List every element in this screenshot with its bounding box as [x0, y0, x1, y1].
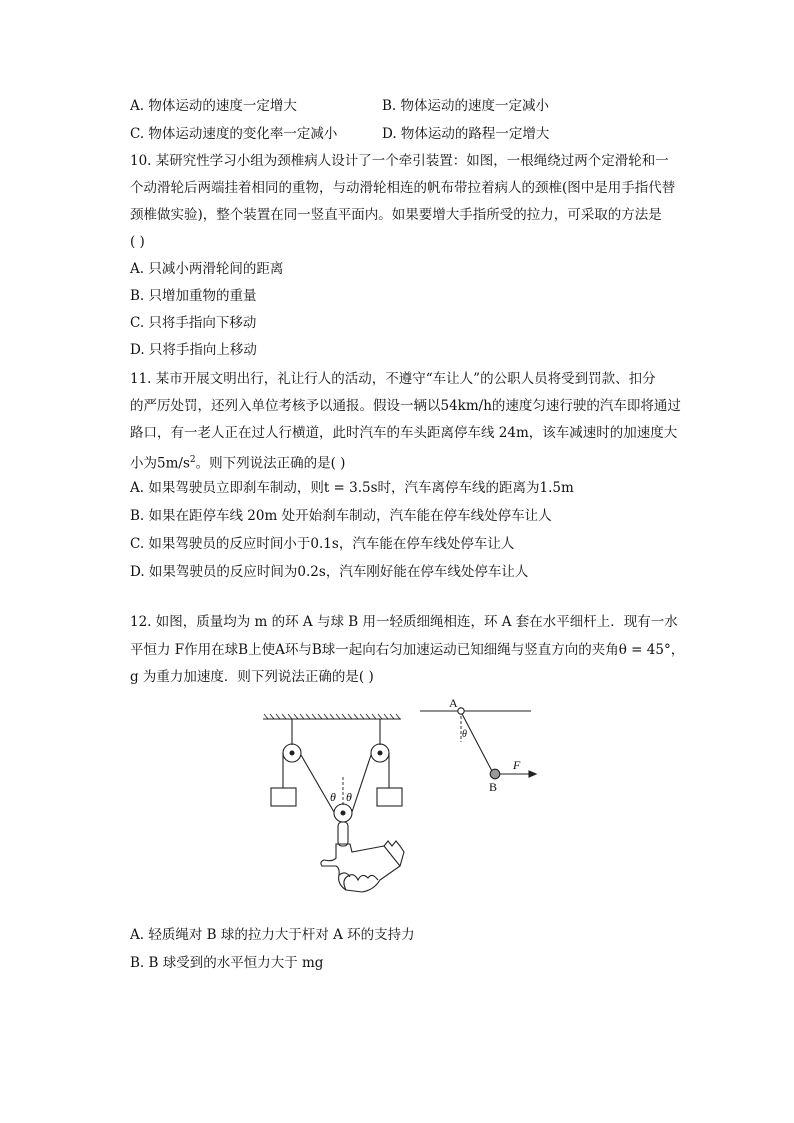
q10-text-line-3: 颈椎做实验)，整个装置在同一竖直平面内。如果要增大手指所受的拉力，可采取的方法是	[130, 207, 662, 223]
q11-text-line-1: 11. 某市开展文明出行，礼让行人的活动，不遵守“车让人”的公职人员将受到罚款、扣分	[130, 371, 656, 387]
ring-a	[458, 708, 464, 714]
left-weight	[271, 788, 296, 806]
q10-option-b: B. 只增加重物的重量	[130, 288, 257, 304]
ring-a-label: A	[449, 696, 458, 710]
movable-pulley-axle	[341, 811, 345, 815]
force-arrow-head	[529, 771, 536, 777]
q12-text-line-1: 12. 如图，质量均为 m 的环 A 与球 B 用一轻质细绳相连，环 A 套在水平细杆上．现有一水	[130, 614, 678, 630]
right-pulley-axle	[378, 751, 382, 755]
q11-option-c: C. 如果驾驶员的反应时间小于0.1s，汽车能在停车线处停车让人	[130, 536, 515, 552]
right-weight	[377, 788, 402, 806]
q12-option-a: A. 轻质绳对 B 球的拉力大于杆对 A 环的支持力	[130, 927, 415, 943]
q9-option-b: B. 物体运动的速度一定减小	[382, 98, 550, 114]
q10-text-line-2: 个动滑轮后两端挂着相同的重物，与动滑轮相连的帆布带拉着病人的颈椎(图中是用手指代替	[130, 180, 676, 196]
q11-option-a: A. 如果驾驶员立即刹车制动，则t = 3.5s时，汽车离停车线的距离为1.5m	[130, 480, 574, 496]
q10-text-line-1: 10. 某研究性学习小组为颈椎病人设计了一个牵引装置：如图，一根绳绕过两个定滑轮和一	[130, 153, 669, 169]
force-f-label: F	[513, 758, 521, 772]
left-pulley-axle	[290, 751, 294, 755]
pulley-theta-right-label: θ	[346, 790, 352, 804]
q12-text-line-2: 平恒力 F作用在球B上使A环与B球一起向右匀加速运动已知细绳与竖直方向的夹角θ = 45°，	[130, 642, 685, 658]
q9-option-a: A. 物体运动的速度一定增大	[130, 98, 297, 114]
thin-rope	[461, 712, 493, 773]
q10-option-a: A. 只减小两滑轮间的距离	[130, 261, 284, 277]
q11-text-line-4a: 小为5m/s	[130, 455, 190, 472]
q12-option-b: B. B 球受到的水平恒力大于 mg	[130, 955, 324, 971]
q10-option-c: C. 只将手指向下移动	[130, 315, 257, 331]
q11-text-line-4b: 。则下列说法正确的是( )	[195, 455, 346, 472]
q10-option-d: D. 只将手指向上移动	[130, 342, 257, 358]
q9-option-c: C. 物体运动速度的变化率一定减小	[130, 126, 338, 142]
ball-b-label: B	[489, 780, 498, 794]
q11-superscript: 2	[189, 455, 196, 465]
angle-theta-label: θ	[462, 729, 467, 740]
hand-icon	[321, 841, 404, 892]
ceiling-hatching	[264, 714, 400, 719]
q10-answer-bracket: ( )	[130, 234, 145, 250]
pulley-theta-left-label: θ	[330, 790, 336, 804]
q11-text-line-2: 的严厉处罚，还列入单位考核予以通报。假设一辆以54km/h的速度匀速行驶的汽车即将通过	[130, 398, 681, 414]
q11-option-b: B. 如果在距停车线 20m 处开始刹车制动，汽车能在停车线处停车让人	[130, 508, 552, 524]
ball-b	[490, 769, 500, 779]
right-diagonal-rope	[352, 755, 371, 812]
q9-option-d: D. 物体运动的路程一定增大	[382, 126, 550, 142]
q11-option-d: D. 如果驾驶员的反应时间为0.2s，汽车刚好能在停车线处停车让人	[130, 564, 529, 580]
q11-text-line-3: 路口，有一老人正在过人行横道，此时汽车的车头距离停车线 24m，该车减速时的加速度大	[130, 425, 678, 441]
q12-text-line-3: g 为重力加速度．则下列说法正确的是( )	[130, 669, 374, 685]
canvas-strap	[338, 822, 348, 846]
